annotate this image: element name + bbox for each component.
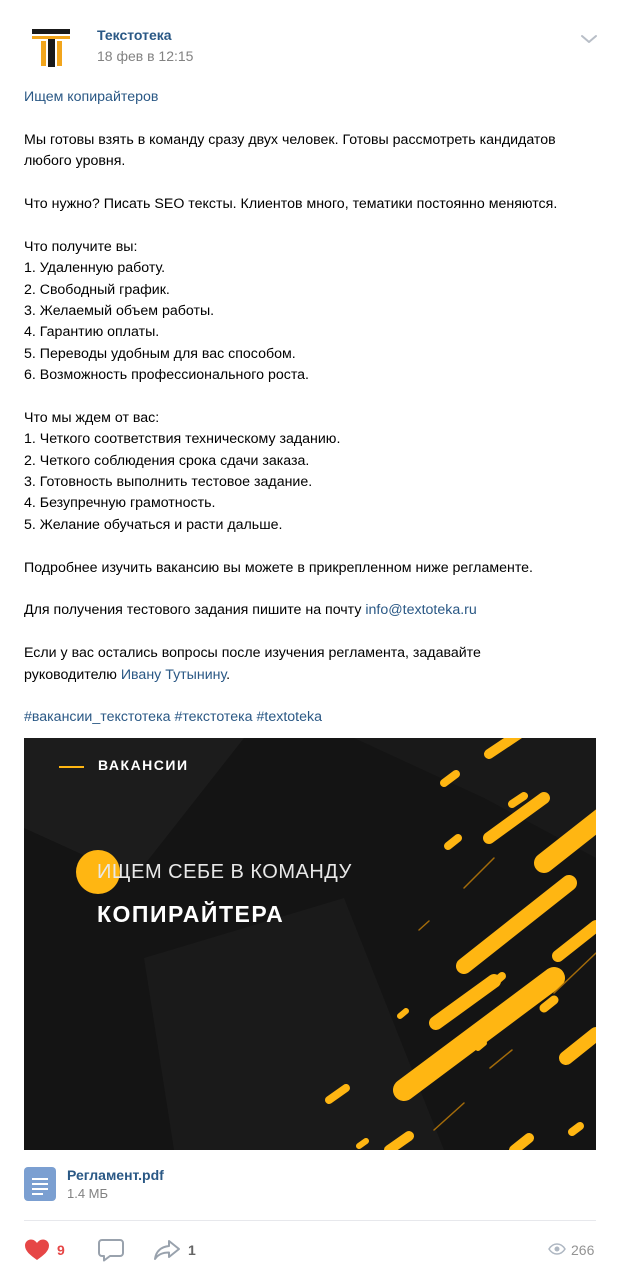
actions-divider — [24, 1220, 596, 1221]
like-count: 9 — [57, 1242, 65, 1258]
list-item: 3. Готовность выполнить тестовое задание. — [24, 474, 313, 491]
views-counter — [548, 1236, 598, 1264]
details-text: Подробнее изучить вакансию вы можете в прикрепленном ниже регламенте. — [24, 559, 534, 576]
hashtag-link[interactable]: #textoteka — [256, 709, 322, 726]
intro-line: любого уровня. — [24, 153, 126, 170]
post-header — [24, 22, 600, 72]
comment-button[interactable] — [98, 1236, 128, 1264]
list-item: 6. Возможность профессионального роста. — [24, 367, 309, 384]
heart-icon — [24, 1238, 50, 1262]
you-get-heading: Что получите вы: — [24, 238, 138, 255]
banner-subheadline: КОПИРАЙТЕРА — [97, 901, 285, 927]
questions-line — [24, 665, 600, 686]
email-link[interactable]: info@textoteka.ru — [365, 602, 477, 619]
comment-icon — [98, 1238, 124, 1262]
manager-link[interactable]: Ивану Тутынину — [120, 666, 227, 683]
banner-graphic — [24, 738, 596, 1150]
what-needed-text: Что нужно? Писать SEO тексты. Клиентов много, тематики постоянно меняются. — [24, 195, 558, 212]
document-size: 1.4 МБ — [67, 1186, 109, 1201]
list-item: 5. Переводы удобным для вас способом. — [24, 345, 296, 362]
post-date[interactable]: 18 фев в 12:15 — [97, 48, 194, 64]
group-avatar[interactable] — [30, 26, 72, 68]
share-count: 1 — [188, 1242, 196, 1258]
list-item: 3. Желаемый объем работы. — [24, 302, 215, 319]
list-item: 2. Четкого соблюдения срока сдачи заказа. — [24, 452, 310, 469]
list-item: 4. Гарантию оплаты. — [24, 324, 160, 341]
test-task-text: Для получения тестового задания пишите на почту — [24, 602, 366, 619]
views-count: 266 — [571, 1242, 595, 1258]
questions-text: Если у вас остались вопросы после изучения регламента, задавайте — [24, 645, 481, 662]
list-item: 5. Желание обучаться и расти дальше. — [24, 516, 283, 533]
post-title-link[interactable]: Ищем копирайтеров — [24, 89, 159, 105]
post-text — [24, 87, 600, 729]
list-item: 1. Удаленную работу. — [24, 260, 166, 277]
share-button[interactable] — [153, 1236, 203, 1264]
hashtags — [24, 707, 600, 728]
share-icon — [153, 1238, 181, 1262]
test-task-line — [24, 600, 600, 621]
questions-text-2: руководителю — [24, 666, 121, 683]
list-item: 2. Свободный график. — [24, 281, 170, 298]
like-button[interactable] — [24, 1236, 74, 1264]
questions-end: . — [226, 666, 231, 683]
hashtag-link[interactable]: #текстотека — [174, 709, 253, 726]
banner-headline: ИЩЕМ СЕБЕ В КОМАНДУ — [97, 861, 352, 883]
banner-label: ВАКАНСИИ — [98, 757, 189, 773]
document-name[interactable]: Регламент.pdf — [67, 1167, 164, 1183]
list-item: 4. Безупречную грамотность. — [24, 495, 216, 512]
document-attachment[interactable] — [24, 1165, 324, 1203]
chevron-down-icon[interactable] — [580, 32, 598, 46]
post-image[interactable] — [24, 738, 596, 1150]
hashtag-link[interactable]: #вакансии_текстотека — [24, 709, 171, 726]
we-expect-heading: Что мы ждем от вас: — [24, 409, 160, 426]
group-name[interactable]: Текстотека — [97, 27, 172, 43]
list-item: 1. Четкого соответствия техническому заданию. — [24, 431, 341, 448]
document-icon — [24, 1167, 56, 1201]
eye-icon — [548, 1243, 566, 1255]
intro-line: Мы готовы взять в команду сразу двух человек. Готовы рассмотреть кандидатов — [24, 131, 556, 148]
